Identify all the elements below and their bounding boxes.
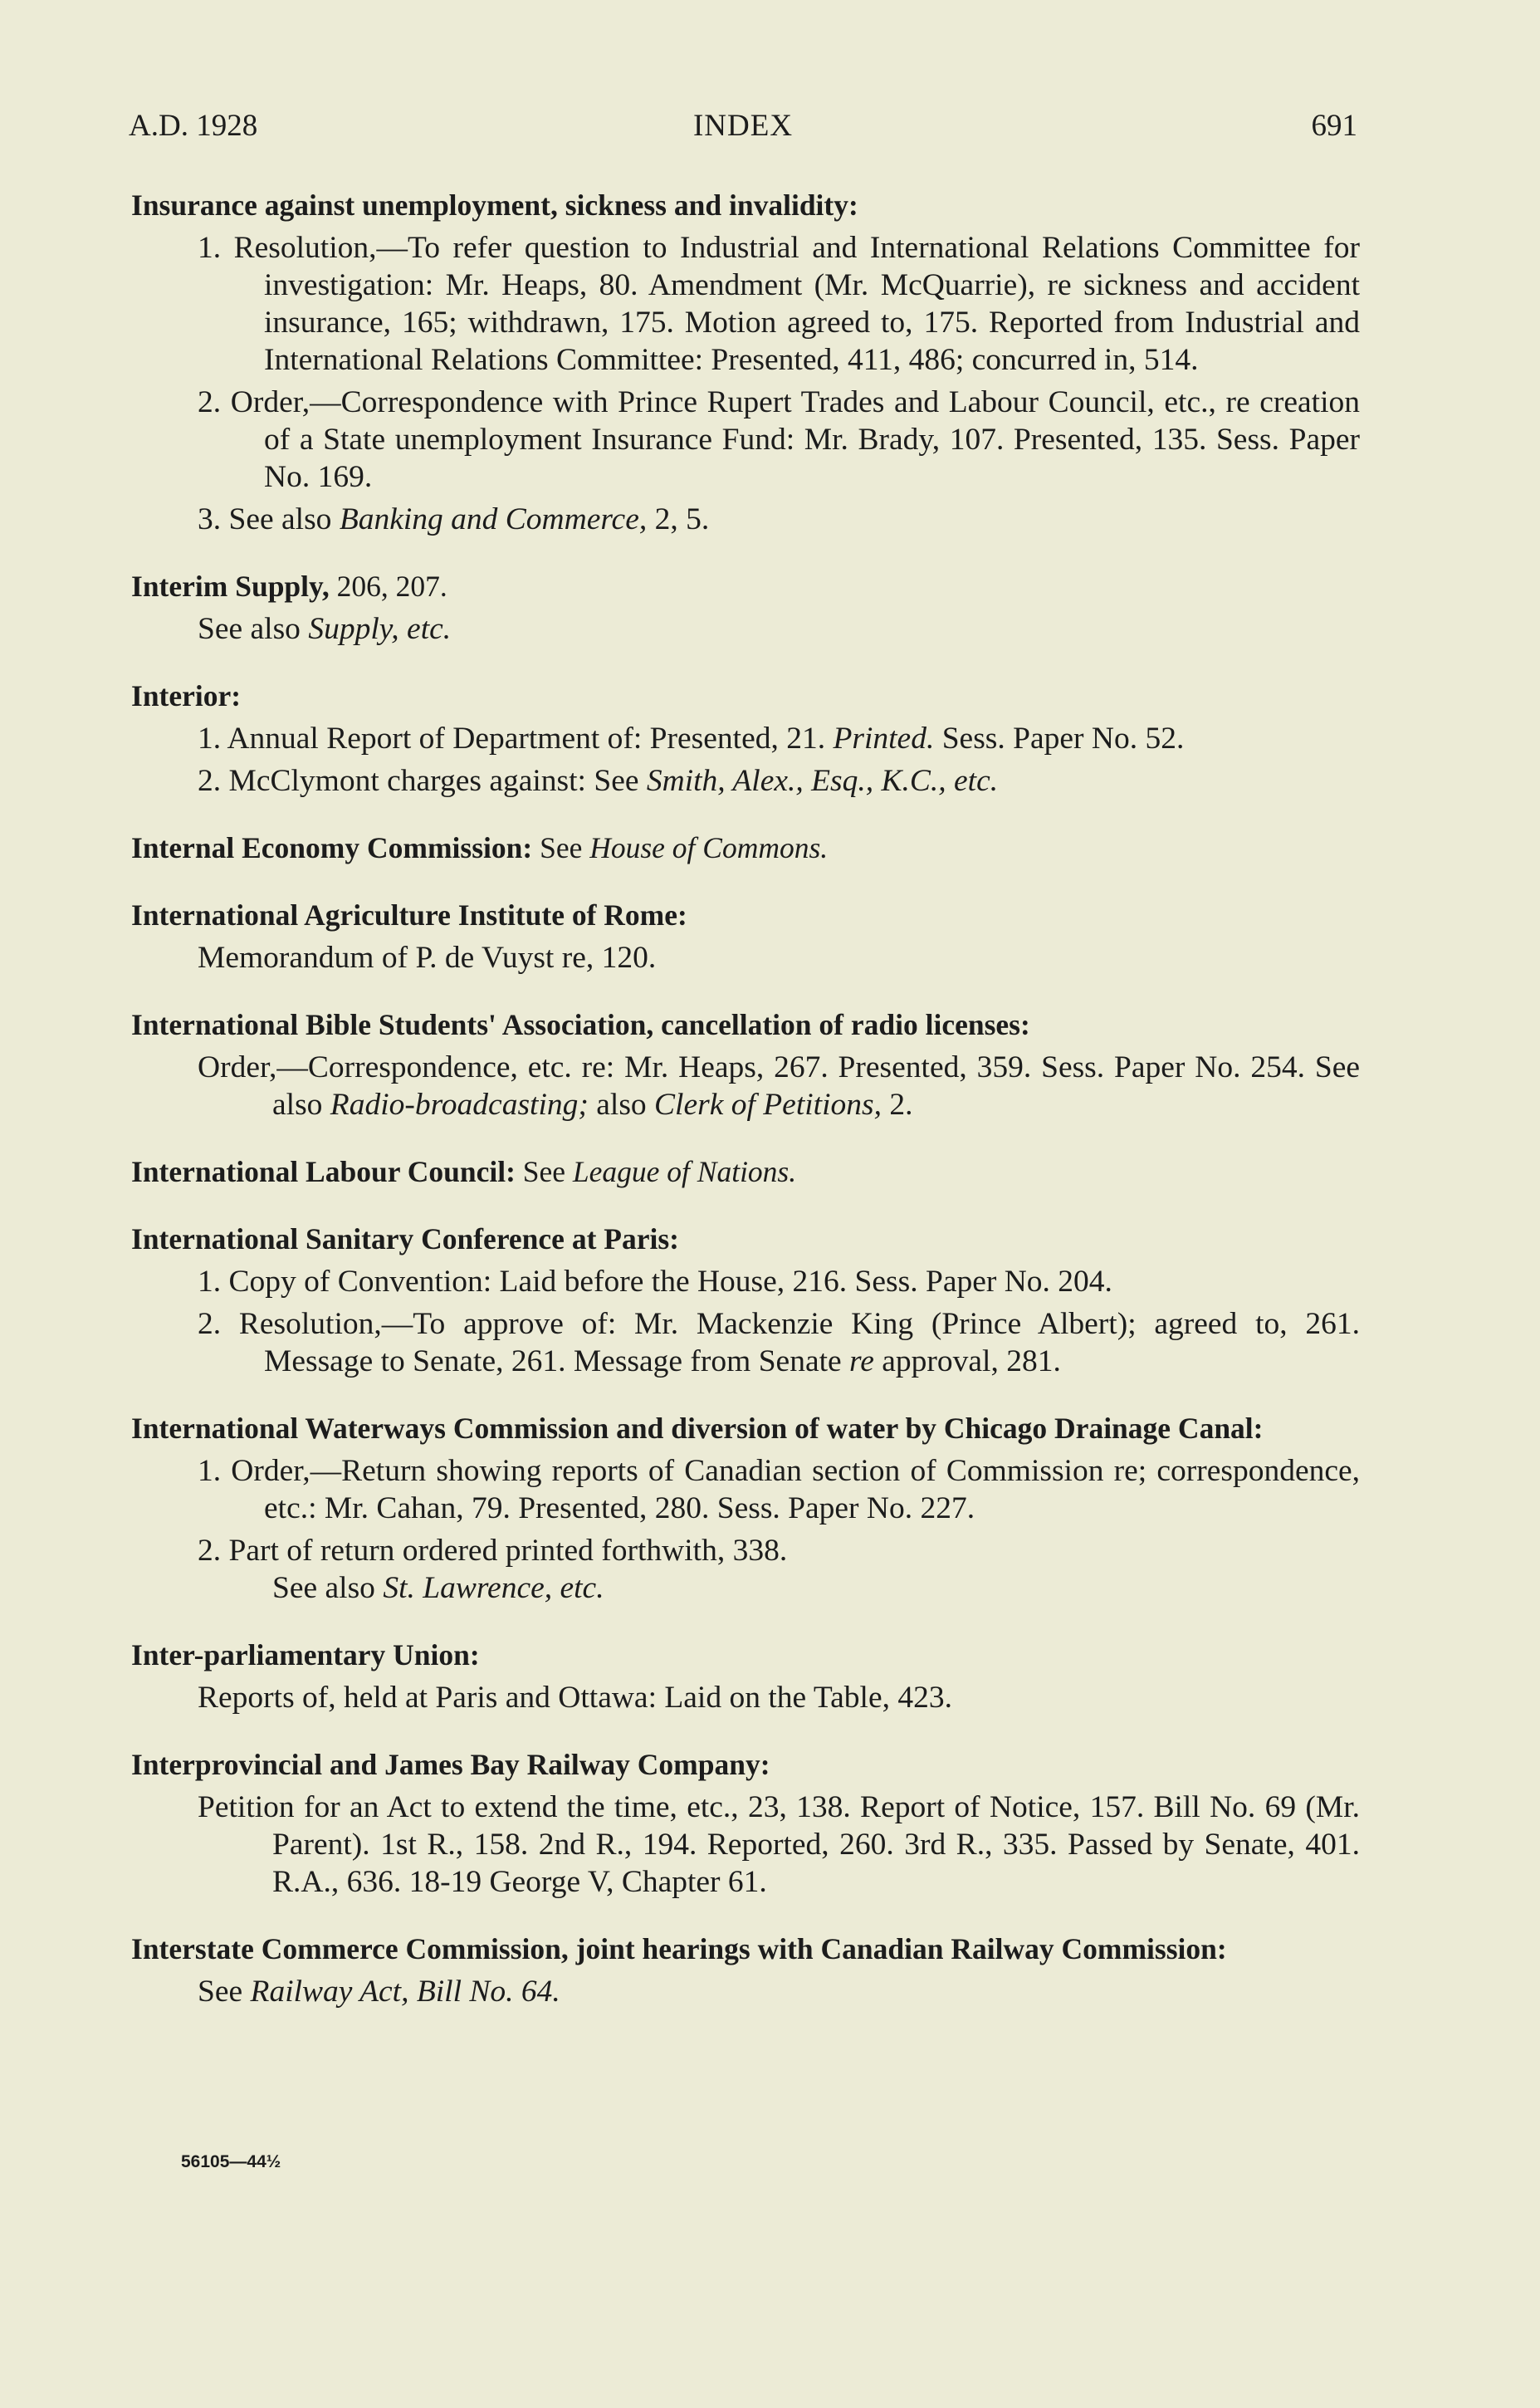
entry-item: 1. Order,—Return showing reports of Canadian section of Commission re; correspondence, etc.: Mr. Cahan, 79. Presented, 280. Sess. Paper No. 227. [198,1454,1361,1525]
entry-text: Reports of, held at Paris and Ottawa: Laid on the Table, 423. [198,1681,952,1715]
entry-heading: International Waterways Commission and diversion of water by Chicago Drainage Canal: [131,1412,1264,1445]
print-code: 56105—44½ [181,2152,281,2171]
entry-heading: International Sanitary Conference at Paris: [131,1222,679,1255]
entry-item: 2. Order,—Correspondence with Prince Rupert Trades and Labour Council, etc., re creation of a State unemployment Insurance Fund: Mr. Brady, 107. Presented, 135. Sess. Paper No. 169. [198,385,1361,494]
header-title: INDEX [692,109,794,143]
entry-text: Order,—Correspondence, etc. re: Mr. Heaps, 267. Presented, 359. Sess. Paper No. 254. See also Radio-broadcasting; also Clerk of Petitions, 2. [198,1050,1360,1122]
entry-item: 1. Resolution,—To refer question to Industrial and International Relations Committee for investigation: Mr. Heaps, 80. Amendment (Mr. McQuarrie), re sickness and accident insurance, 165; withdrawn, 175. Motion agreed to, 175. Reported from Industrial and International Relations Committee: Presented, 411, 486; concurred in, 514. [198,231,1360,377]
entry-text: Memorandum of P. de Vuyst re, 120. [198,941,657,975]
entry-see-also: See also Supply, etc. [198,612,452,646]
entry-item: 1. Annual Report of Department of: Presented, 21. Printed. Sess. Paper No. 52. [198,722,1185,756]
entry-heading: International Agriculture Institute of Rome: [131,898,687,932]
entry-item: 1. Copy of Convention: Laid before the House, 216. Sess. Paper No. 204. [198,1265,1112,1299]
entry-heading: Internal Economy Commission: See House of Commons. [131,831,829,864]
header-year: A.D. 1928 [129,109,258,143]
entry-item: 2. McClymont charges against: See Smith, Alex., Esq., K.C., etc. [198,764,999,798]
index-content [131,187,1360,2010]
entry-item: 3. See also Banking and Commerce, 2, 5. [198,502,710,536]
entry-heading: Interior: [131,679,242,712]
entry-text: Petition for an Act to extend the time, etc., 23, 138. Report of Notice, 157. Bill No. 69 (Mr. Parent). 1st R., 158. 2nd R., 194. Reported, 260. 3rd R., 335. Passed by Senate, 401. R.A., 636. 18-19 George V, Chapter 61. [198,1790,1360,1899]
entry-heading: Interstate Commerce Commission, joint hearings with Canadian Railway Commission: [131,1932,1227,1965]
entry-item: 2. Resolution,—To approve of: Mr. Mackenzie King (Prince Albert); agreed to, 261. Message to Senate, 261. Message from Senate re approval, 281. [198,1307,1360,1378]
entry-heading: Interprovincial and James Bay Railway Company: [131,1748,770,1781]
entry-heading: International Labour Council: See League of Nations. [131,1155,797,1188]
page-number: 691 [1311,109,1357,143]
entry-see-also: See Railway Act, Bill No. 64. [198,1975,560,2009]
entry-heading: Interim Supply, 206, 207. [131,570,447,603]
page-header [129,108,1357,158]
entry-heading: Inter-parliamentary Union: [131,1638,480,1671]
entry-heading: Insurance against unemployment, sickness and invalidity: [131,188,858,222]
entry-see-also: See also St. Lawrence, etc. [272,1571,604,1605]
entry-item: 2. Part of return ordered printed forthwith, 338. [198,1534,788,1568]
entry-heading: International Bible Students' Association, cancellation of radio licenses: [131,1008,1030,1041]
